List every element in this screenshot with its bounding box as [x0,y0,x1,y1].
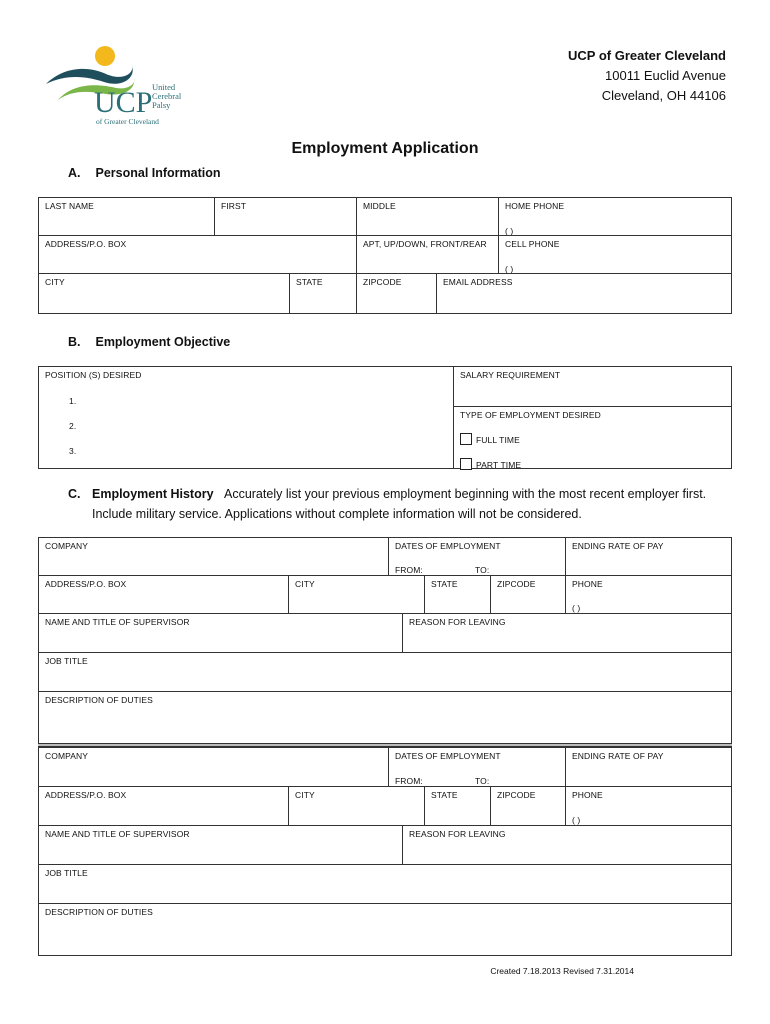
city-label: CITY [45,277,65,287]
first-name-label: FIRST [221,201,247,211]
dates-label: DATES OF EMPLOYMENT [395,541,501,551]
address-label: ADDRESS/P.O. BOX [45,790,127,800]
home-phone-field[interactable] [498,197,732,236]
org-name: UCP of Greater Cleveland [568,48,726,63]
employer-2-reason-field[interactable] [402,825,732,865]
city-field[interactable] [38,273,290,314]
positions-desired-label: POSITION (S) DESIRED [45,370,142,380]
apt-label: APT, UP/DOWN, FRONT/REAR [363,239,487,249]
employer-2-supervisor-field[interactable] [38,825,403,865]
page-title: Employment Application [291,140,479,157]
section-a-letter: A. [68,166,81,180]
apt-field[interactable] [356,235,499,274]
employer-2-phone-field[interactable] [565,786,732,826]
employer-1-company-field[interactable] [38,537,389,576]
section-b-title: Employment Objective [95,335,231,349]
ucp-logo-graphic [44,44,204,130]
description-label: DESCRIPTION OF DUTIES [45,695,153,705]
employer-2-company-field[interactable] [38,747,389,787]
org-street: 10011 Euclid Avenue [605,68,726,83]
employer-2-state-field[interactable] [424,786,491,826]
to-label: TO: [475,776,490,786]
middle-name-label: MIDDLE [363,201,396,211]
full-time-checkbox[interactable] [460,433,472,445]
phone-label: PHONE [572,579,603,589]
description-label: DESCRIPTION OF DUTIES [45,907,153,917]
logo-tagline: of Greater Cleveland [96,117,159,126]
position-item-3: 3. [69,446,77,456]
city-label: CITY [295,790,315,800]
employer-1-reason-field[interactable] [402,613,732,653]
employer-2-ending-rate-field[interactable] [565,747,732,787]
position-item-1: 1. [69,396,77,406]
org-city-line: Cleveland, OH 44106 [601,88,726,103]
position-item-2: 2. [69,421,77,431]
ending-rate-label: ENDING RATE OF PAY [572,751,664,761]
part-time-option[interactable] [460,458,521,470]
employment-type-box [453,406,732,469]
logo-line-united: United [152,82,176,92]
state-label: STATE [296,277,323,287]
section-a-heading [68,166,221,180]
logo-line-cerebral: Cerebral [152,91,182,101]
company-label: COMPANY [45,541,89,551]
cell-phone-field[interactable] [498,235,732,274]
email-field[interactable] [436,273,732,314]
employer-2-dates-field[interactable] [388,747,566,787]
from-label: FROM: [395,776,423,786]
phone-label: PHONE [572,790,603,800]
section-c-heading [68,484,738,504]
job-title-label: JOB TITLE [45,656,88,666]
part-time-checkbox[interactable] [460,458,472,470]
section-c-intro-line-2: Include military service. Applications without complete information will not be considered. [92,507,582,521]
from-label: FROM: [395,565,423,575]
salary-requirement-label: SALARY REQUIREMENT [460,370,561,380]
employer-2-job-title-field[interactable] [38,864,732,904]
full-time-option[interactable] [460,433,520,445]
org-address-block [568,46,726,106]
zipcode-field[interactable] [356,273,437,314]
section-c-intro-line-1: Accurately list your previous employment beginning with the most recent employer first. [223,487,707,501]
home-phone-label: HOME PHONE [505,201,565,211]
to-label: TO: [475,565,490,575]
employment-type-label: TYPE OF EMPLOYMENT DESIRED [460,410,601,420]
last-name-field[interactable] [38,197,215,236]
positions-desired-field[interactable] [38,366,454,469]
state-field[interactable] [289,273,357,314]
company-label: COMPANY [45,751,89,761]
zipcode-label: ZIPCODE [363,277,402,287]
address-label: ADDRESS/P.O. BOX [45,239,127,249]
employer-1-address-field[interactable] [38,575,289,614]
section-a-title: Personal Information [95,166,221,180]
ending-rate-label: ENDING RATE OF PAY [572,541,664,551]
zipcode-label: ZIPCODE [497,790,536,800]
phone-parens: ( ) [572,815,581,825]
employer-2-address-field[interactable] [38,786,289,826]
employer-1-city-field[interactable] [288,575,425,614]
logo-swoosh-dark [46,66,133,84]
reason-label: REASON FOR LEAVING [409,829,506,839]
phone-parens: ( ) [572,603,581,613]
last-name-label: LAST NAME [45,201,94,211]
full-time-label: FULL TIME [476,435,520,445]
employer-1-ending-rate-field[interactable] [565,537,732,576]
employer-1-job-title-field[interactable] [38,652,732,692]
logo-line-palsy: Palsy [152,100,171,110]
city-label: CITY [295,579,315,589]
employer-1-supervisor-field[interactable] [38,613,403,653]
employer-1-state-field[interactable] [424,575,491,614]
employer-2-city-field[interactable] [288,786,425,826]
state-label: STATE [431,579,458,589]
part-time-label: PART TIME [476,460,522,470]
employer-2-zipcode-field[interactable] [490,786,566,826]
section-b-letter: B. [68,335,81,349]
employer-1-description-field[interactable] [38,691,732,744]
first-name-field[interactable] [214,197,357,236]
address-label: ADDRESS/P.O. BOX [45,579,127,589]
logo-wordmark: UCP [94,86,153,119]
reason-label: REASON FOR LEAVING [409,617,506,627]
address-field[interactable] [38,235,357,274]
salary-requirement-field[interactable] [453,366,732,407]
cell-phone-label: CELL PHONE [505,239,560,249]
logo-sun [95,46,115,66]
dates-label: DATES OF EMPLOYMENT [395,751,501,761]
email-label: EMAIL ADDRESS [443,277,513,287]
cell-phone-parens: ( ) [505,264,514,274]
employer-1-dates-field[interactable] [388,537,566,576]
state-label: STATE [431,790,458,800]
employer-1-zipcode-field[interactable] [490,575,566,614]
zipcode-label: ZIPCODE [497,579,536,589]
footer-revision-note: Created 7.18.2013 Revised 7.31.2014 [490,966,634,976]
employer-2-description-field[interactable] [38,903,732,956]
section-c-letter: C. [68,487,81,501]
supervisor-label: NAME AND TITLE OF SUPERVISOR [45,829,190,839]
employer-1-phone-field[interactable] [565,575,732,614]
section-c-title: Employment History [92,487,214,501]
ucp-logo [44,44,204,130]
supervisor-label: NAME AND TITLE OF SUPERVISOR [45,617,190,627]
section-b-heading [68,335,230,349]
job-title-label: JOB TITLE [45,868,88,878]
home-phone-parens: ( ) [505,226,514,236]
middle-name-field[interactable] [356,197,499,236]
